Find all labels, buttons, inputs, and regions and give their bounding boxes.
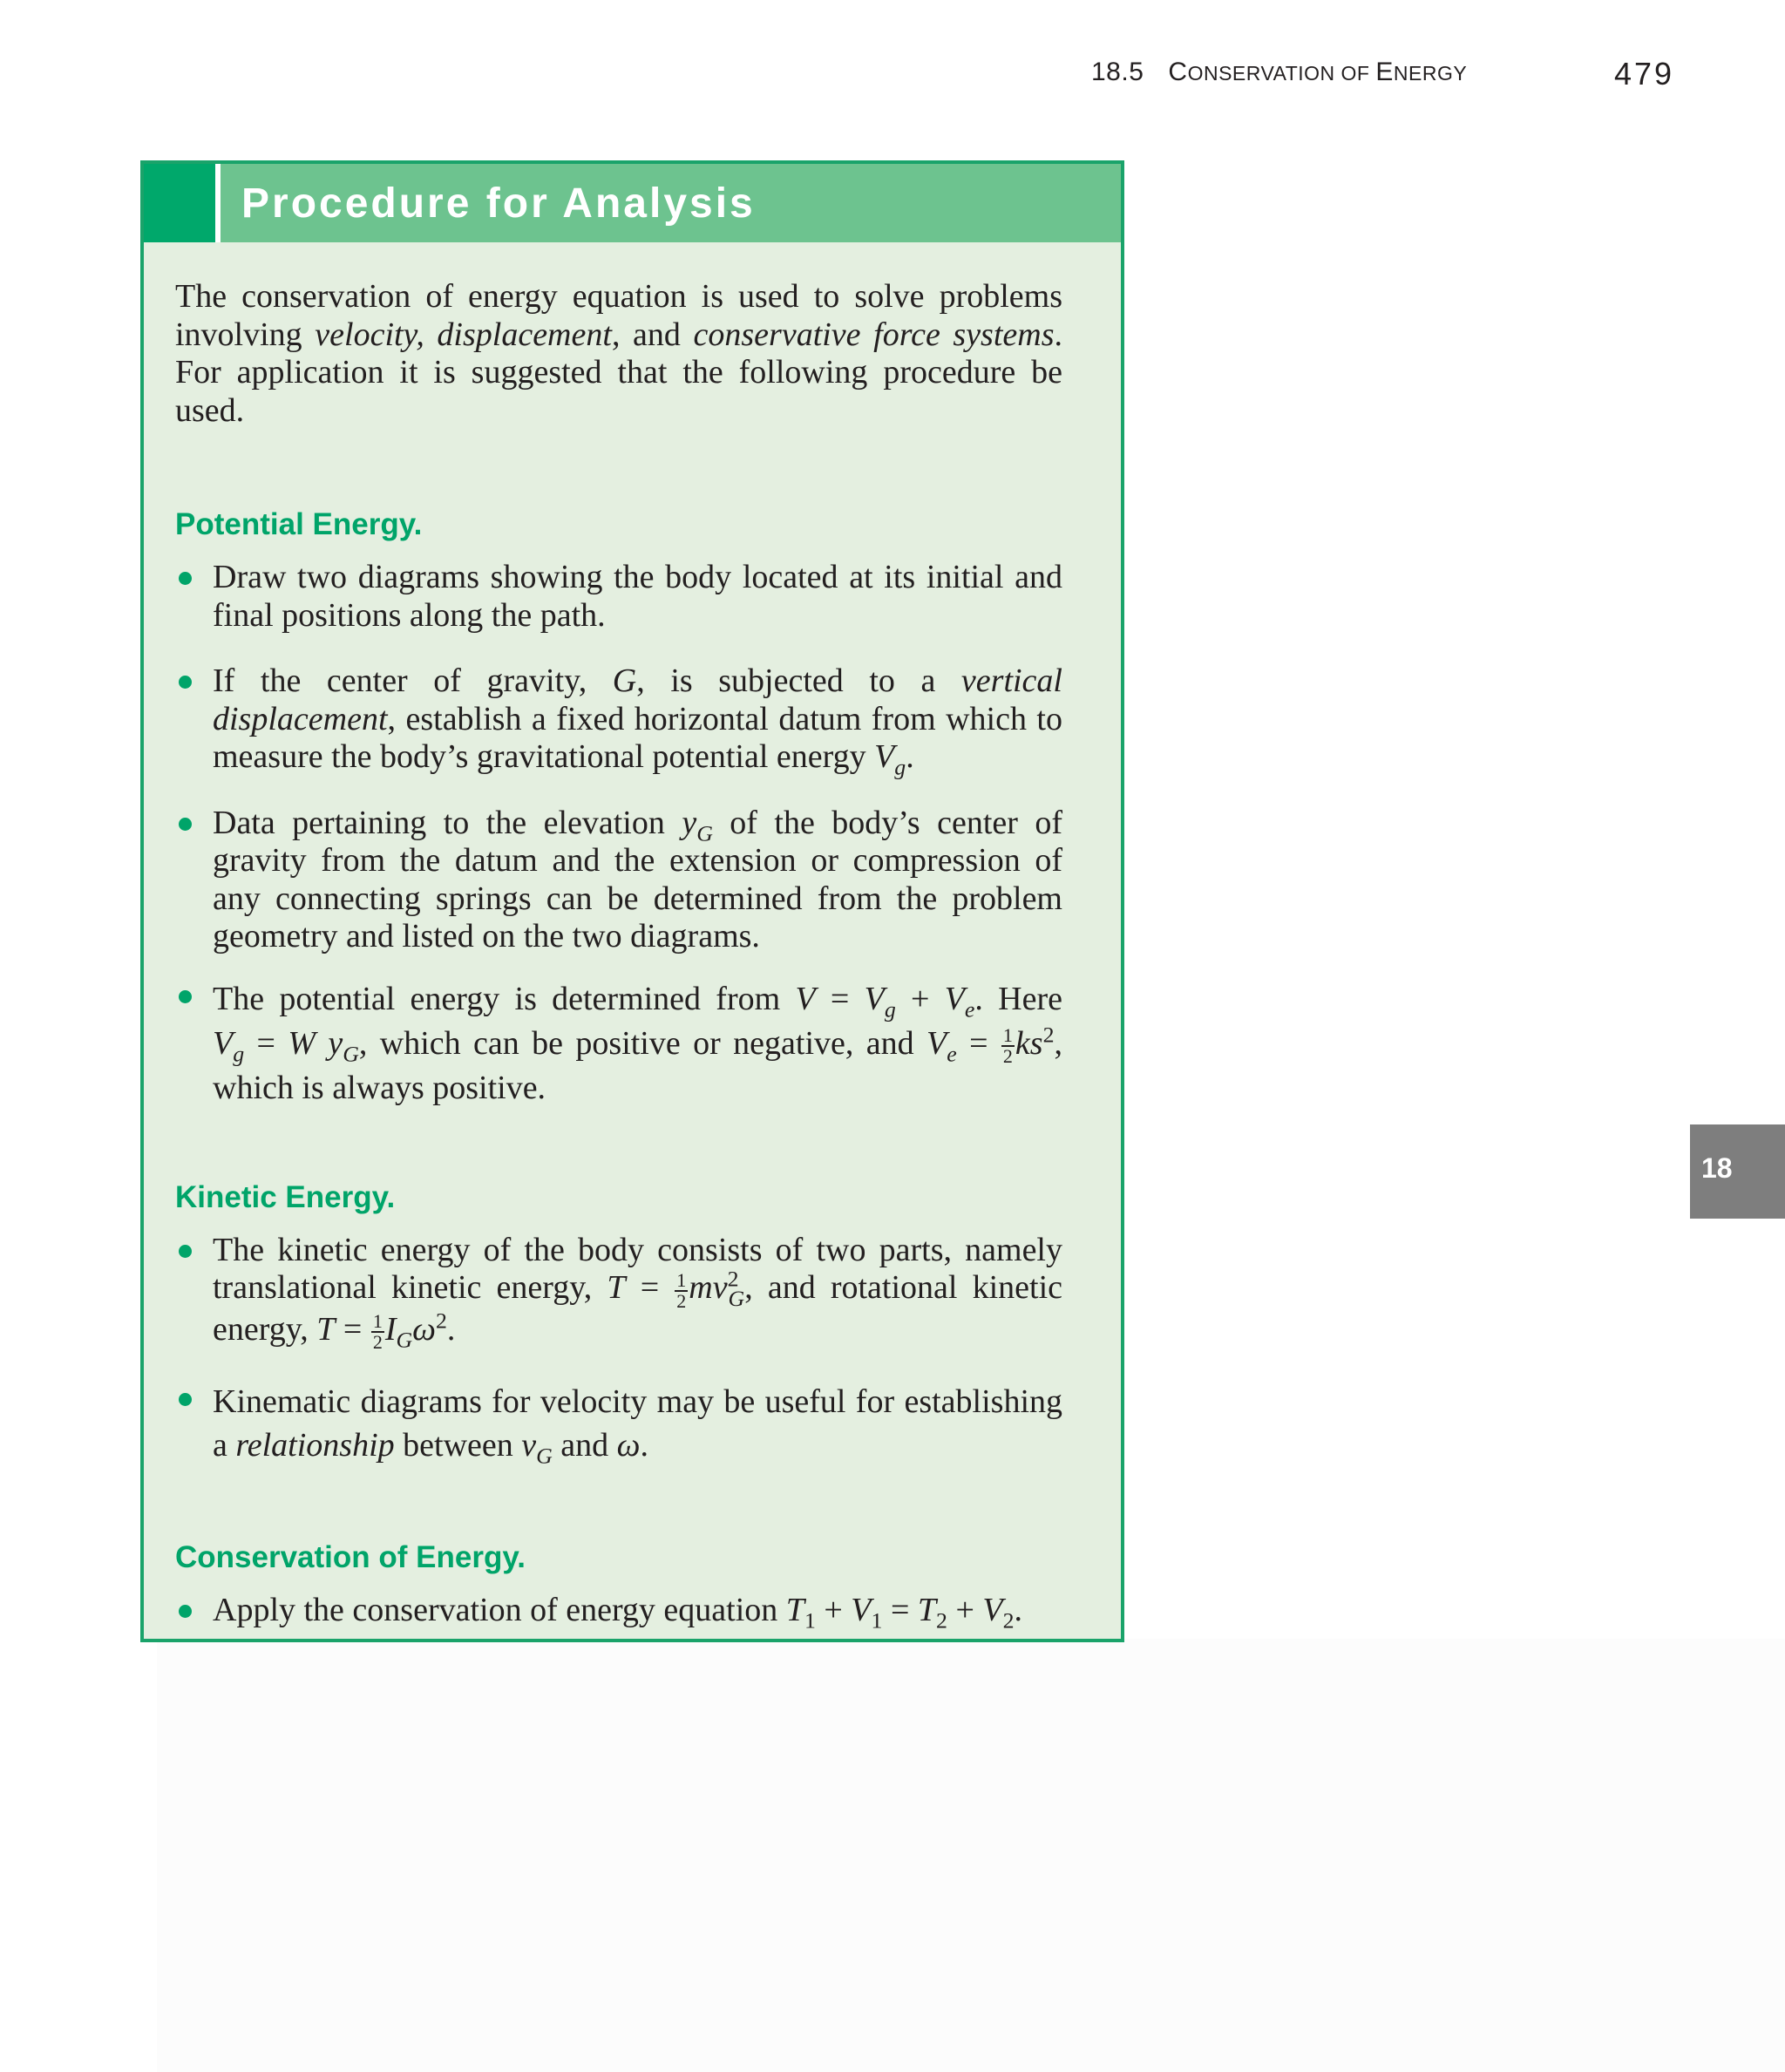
list-item: If the center of gravity, G, is subjected to a vertical displacement, establish a fixed horizontal datum from which to measure the body’s gravitational potential energy $V_g$. [175,662,1062,777]
equation: $T_1 + V_1 = T_2 + V_2$. [785,1591,1023,1634]
intro-paragraph: The conservation of energy equation is used to solve problems involving velocity, displacement, and conservative force systems. For application it is suggested that the following procedure be used. [175,278,1063,429]
chapter-tab: 18 [1690,1124,1785,1219]
equation: T = $\frac{1}{2}$ $mv^2_G$ [607,1266,745,1312]
heading-kinetic-energy: Kinetic Energy. [175,1179,396,1214]
section-number: 18.5 [1091,58,1144,86]
equation: $V = V_g + V_e$. [795,980,983,1022]
running-head [1091,58,1467,87]
fraction: $\frac{1}{2}$ [676,1268,687,1312]
page-number: 479 [1614,56,1675,92]
header-accent-divider [215,164,221,242]
heading-conservation-of-energy: Conservation of Energy. [175,1539,526,1574]
page-background [157,1639,1785,2072]
heading-potential-energy: Potential Energy. [175,507,423,541]
section-title: CONSERVATION OF ENERGY [1168,58,1468,86]
kinetic-energy-list [175,1232,1062,1467]
equation: $V_g = W$ $y_G$ [213,1024,359,1067]
list-item: The kinetic energy of the body consists of two parts, namely translational kinetic energy, T = $\frac{1}{2}$ $mv^2_G$, and rotational kinetic energy, T = $\frac{1}{2}$ $I_G\omega^2$. [175,1232,1062,1352]
list-item: Data pertaining to the elevation $y_G$ of the body’s center of gravity from the datum and the extension or compression of any connecting springs can be determined from the problem geometry and listed on the two diagrams. [175,805,1062,956]
potential-energy-list [175,559,1062,1111]
header-accent-bar [144,164,215,242]
list-item: The potential energy is determined from $V = V_g + V_e$. Here $V_g = W$ $y_G$, which can be positive or negative, and $V_e$ = $\frac{1}{2}$ $ks^2$, which is always positive. [175,977,1062,1111]
list-item: Apply the conservation of energy equation $T_1 + V_1 = T_2 + V_2$. [175,1592,1062,1630]
equation: T = $\frac{1}{2}$ $I_G\omega^2$. [316,1308,456,1353]
box-header [144,164,1121,242]
equation: $V_e$ = $\frac{1}{2}$ $ks^2$ [926,1021,1055,1067]
list-item: Kinematic diagrams for velocity may be useful for establishing a relationship between $v_G$ and ω. [175,1380,1062,1467]
fraction: $\frac{1}{2}$ [1002,1023,1013,1067]
conservation-list [175,1591,1062,1634]
fraction: $\frac{1}{2}$ [372,1309,383,1353]
box-title: Procedure for Analysis [241,180,756,227]
procedure-box [140,160,1124,1642]
box-content [175,278,1063,1634]
list-item: Draw two diagrams showing the body located at its initial and final positions along the path. [175,559,1062,635]
